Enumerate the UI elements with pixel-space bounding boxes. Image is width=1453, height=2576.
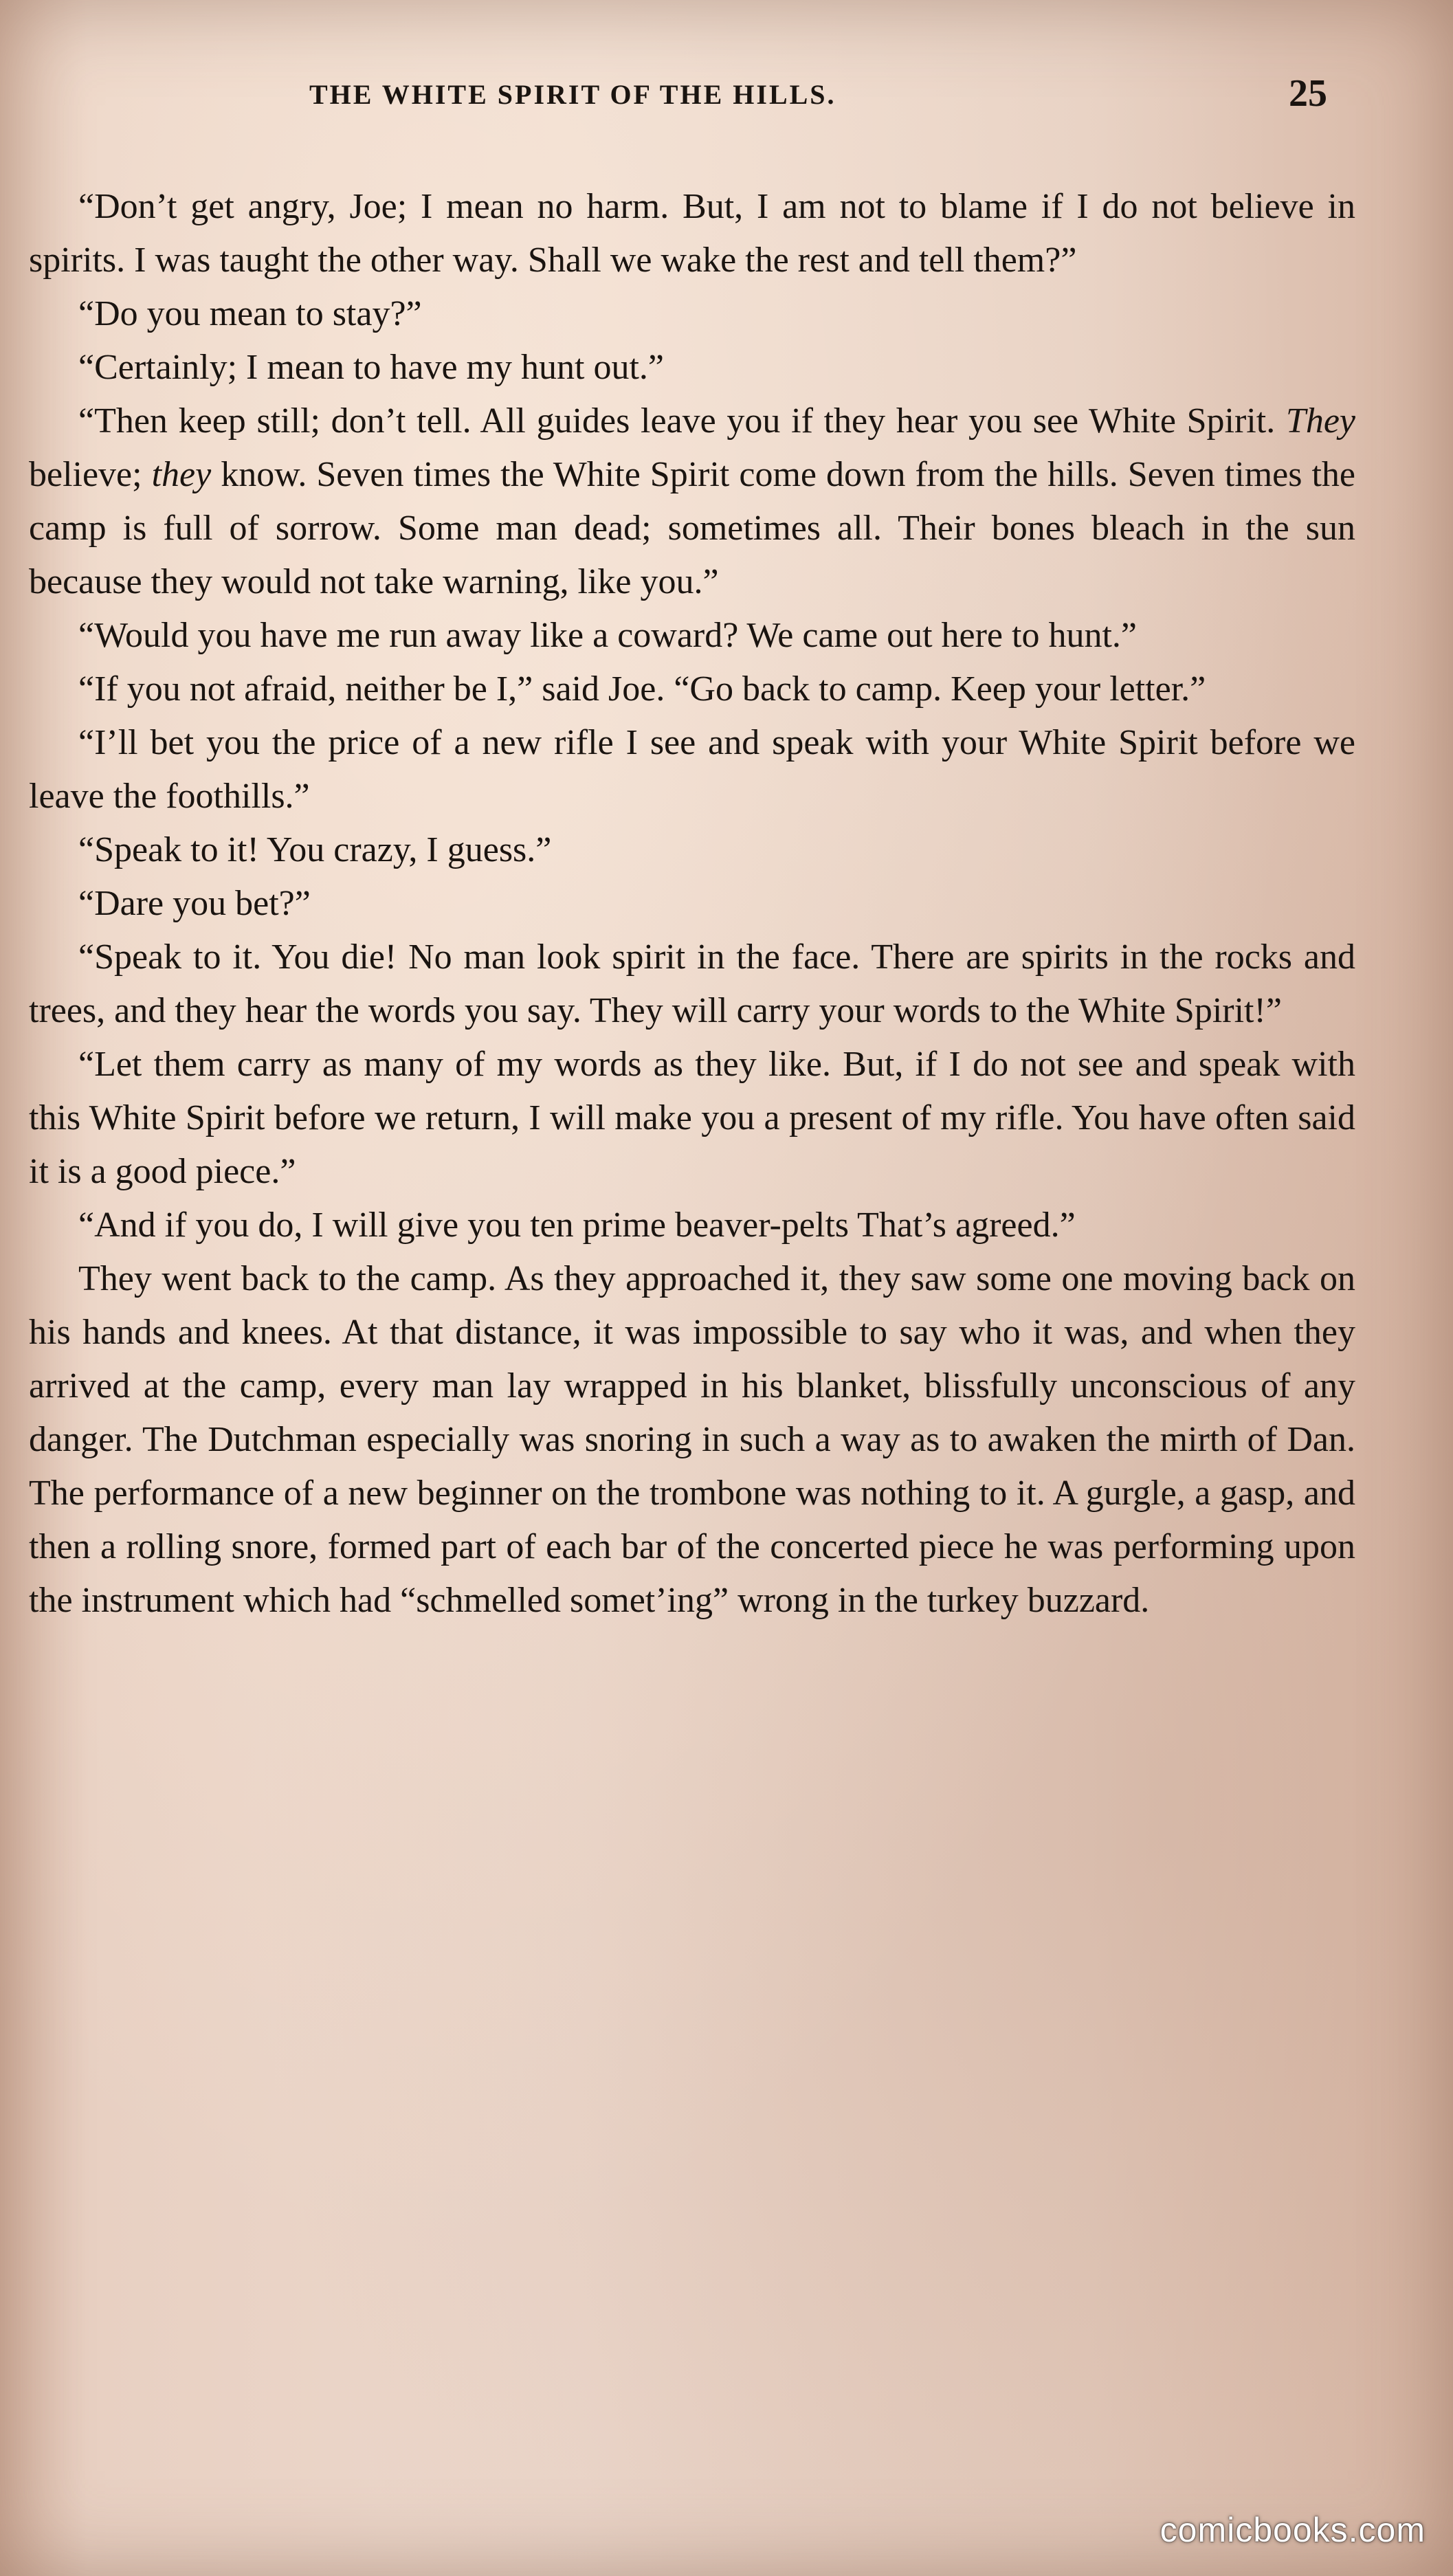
paragraph-11: “Let them carry as many of my words as they like. But, if I do not see and speak with this White Spirit before we return, I will make you a present of my rifle. You have often said it is a good piece.” — [29, 1045, 1355, 1191]
body-text — [29, 180, 1355, 1628]
paragraph-5: “Would you have me run away like a coward? We came out here to hunt.” — [78, 616, 1137, 655]
paragraph-4 — [29, 395, 1355, 609]
paragraph-12: “And if you do, I will give you ten prime beaver-pelts That’s agreed.” — [78, 1206, 1076, 1245]
paragraph-8: “Speak to it! You crazy, I guess.” — [78, 830, 552, 869]
paragraph-4-before: “Then keep still; don’t tell. All guides leave you if they hear you see White Spirit. — [78, 401, 1286, 441]
paragraph-6: “If you not afraid, neither be I,” said Joe. “Go back to camp. Keep your letter.” — [78, 669, 1206, 709]
paragraph-7: “I’ll bet you the price of a new rifle I see and speak with your White Spirit before we leave the foothills.” — [29, 723, 1355, 816]
paragraph-1: “Don’t get angry, Joe; I mean no harm. But, I am not to blame if I do not believe in spirits. I was taught the other way. Shall we wake the rest and tell them?” — [29, 187, 1355, 280]
paragraph-4-after: know. Seven times the White Spirit come down from the hills. Seven times the camp is full of sorrow. Some man dead; sometimes all. Their bones bleach in the sun because they would not take warning, like you.” — [29, 455, 1355, 601]
page-header — [0, 74, 1453, 122]
paragraph-4-emphasis-they: They — [1285, 401, 1355, 441]
running-title: THE WHITE SPIRIT OF THE HILLS. — [309, 79, 836, 110]
paragraph-4-emphasis-they-lower: they — [151, 455, 212, 494]
paragraph-9: “Dare you bet?” — [78, 884, 311, 923]
paragraph-10: “Speak to it. You die! No man look spirit in the face. There are spirits in the rocks and trees, and they hear the words you say. They will carry your words to the White Spirit!” — [29, 937, 1355, 1030]
watermark: comicbooks.com — [1160, 2511, 1426, 2549]
paragraph-3: “Certainly; I mean to have my hunt out.” — [78, 348, 664, 387]
page-number: 25 — [1289, 72, 1327, 115]
paragraph-4-middle: believe; — [29, 455, 152, 494]
paragraph-13: They went back to the camp. As they approached it, they saw some one moving back on his hands and knees. At that distance, it was impossible to say who it was, and when they arrived at the camp, every man lay wrapped in his blanket, blissfully unconscious of any danger. The Dutchman especially was snoring in such a way as to awaken the mirth of Dan. The performance of a new beginner on the trombone was nothing to it. A gurgle, a gasp, and then a rolling snore, formed part of each bar of the concerted piece he was performing upon the instrument which had “schmelled somet’ing” wrong in the turkey buzzard. — [29, 1259, 1355, 1620]
paragraph-2: “Do you mean to stay?” — [78, 294, 422, 333]
